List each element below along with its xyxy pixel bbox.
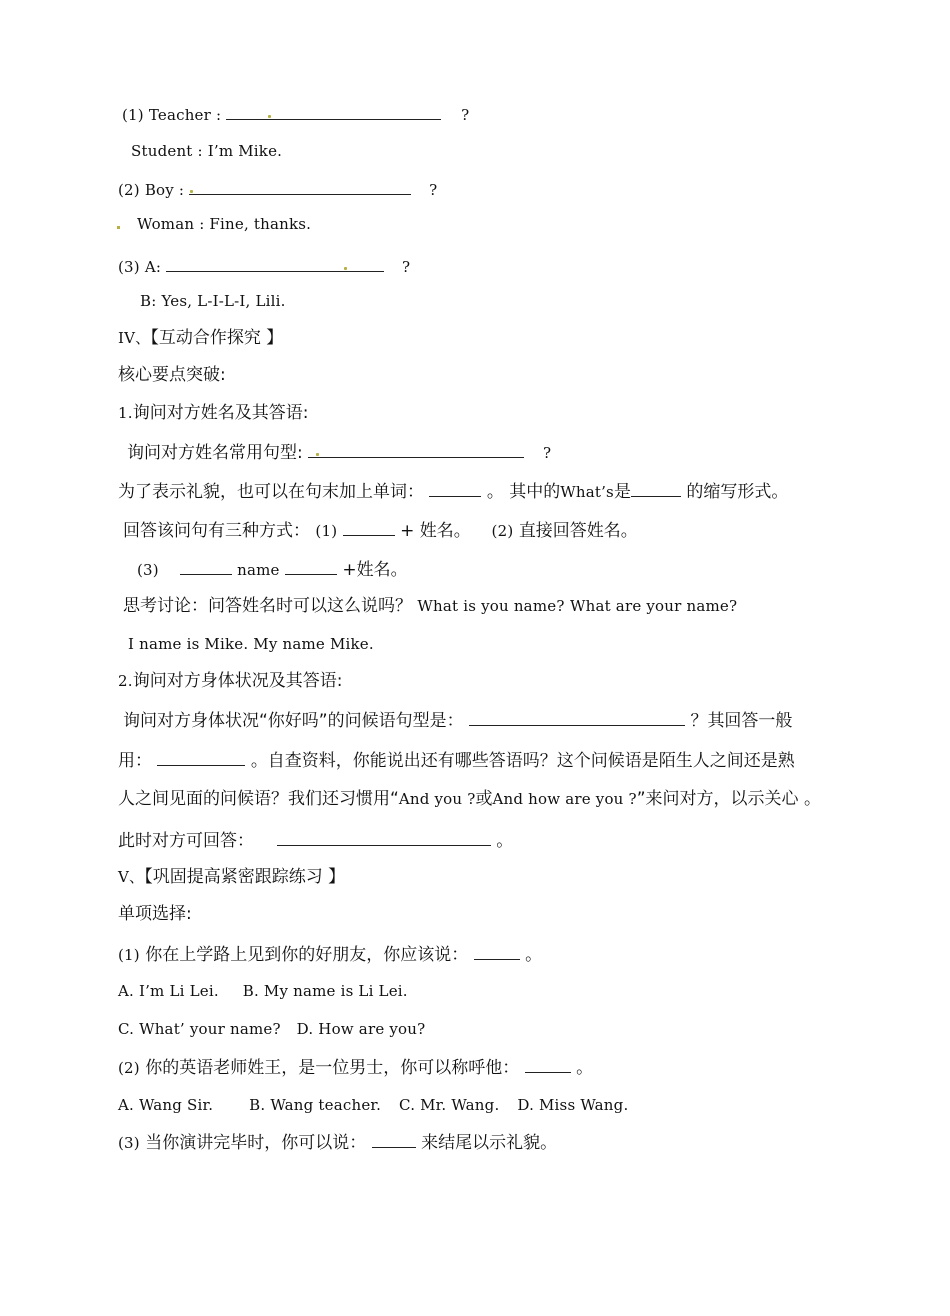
mc3-blank[interactable] [372, 1130, 416, 1148]
point-1-line-2 [118, 479, 788, 503]
mc2-number: (2) [118, 1059, 140, 1077]
q3-number: (3) [118, 258, 140, 276]
q1-answer-blank[interactable] [226, 102, 441, 120]
mc1-options-cd [118, 1018, 425, 1040]
point-1-title: 询问对方姓名及其答语: [132, 403, 309, 423]
answer-way-3-blank-1[interactable] [180, 557, 232, 575]
q1-line-b [131, 140, 282, 162]
q3-speaker-b: B: [140, 292, 157, 310]
greeting-research-text: 。自查资料，你能说出还有哪些答语吗？这个问候语是陌生人之间还是熟 [250, 751, 795, 771]
q1-student-answer: I’m Mike. [207, 142, 283, 160]
q3-answer-name: Lili. [255, 292, 286, 310]
pattern-blank[interactable] [308, 440, 524, 458]
q3-line-b [140, 290, 286, 312]
polite-word-text: 为了表示礼貌，也可以在句末加上单词： [118, 482, 424, 502]
and-how-are-you-phrase: And how are you ? [492, 790, 637, 808]
answer-ways-text: 回答该问句有三种方式： [123, 521, 310, 541]
q3-answer-spelling: L-I-L-I, [197, 292, 251, 310]
mc1-question: 你在上学路上见到你的好朋友，你应该说： [145, 945, 469, 965]
point-2-para-4 [118, 828, 513, 852]
stray-mark [117, 226, 120, 229]
q3-answer-yes: Yes, [161, 292, 193, 310]
think-line-2: I name is Mike. My name Mike. [128, 635, 374, 653]
mc1-option-a[interactable]: A. I’m Li Lei. [118, 982, 219, 1000]
think-question-2: What are your name? [569, 597, 738, 615]
mc2-options [118, 1094, 628, 1116]
mc1-option-c[interactable]: C. What’ your name? [118, 1020, 281, 1038]
think-question-1: What is you name? [417, 597, 565, 615]
think-label: 思考讨论：问答姓名时可以这么说吗？ [123, 596, 412, 616]
reply-end: 。 [496, 831, 514, 851]
section-4-heading [118, 327, 283, 349]
or-text: 或 [475, 789, 493, 809]
answer-way-3-blank-2[interactable] [285, 557, 337, 575]
mc3-question: 当你演讲完毕时，你可以说： [145, 1133, 367, 1153]
q2-number: (2) [118, 181, 140, 199]
contraction-blank[interactable] [631, 479, 681, 497]
q1-speaker-teacher: Teacher : [148, 106, 222, 124]
section-4-title: 【互动合作探究 】 [150, 328, 284, 348]
section-5-subtitle: 单项选择: [118, 904, 192, 924]
answer-way-2-text: 直接回答姓名。 [518, 521, 638, 541]
answer-way-1-text: + 姓名。 [400, 521, 471, 541]
mc1-blank[interactable] [474, 942, 520, 960]
q2-answer-blank[interactable] [189, 177, 411, 195]
q2-speaker-woman: Woman : [136, 215, 205, 233]
mc2-option-d[interactable]: D. Miss Wang. [517, 1096, 629, 1114]
answer-way-1-number: (1) [315, 522, 338, 540]
mc2-option-a[interactable]: A. Wang Sir. [118, 1096, 214, 1114]
answer-way-3-number: (3) [137, 561, 159, 579]
polite-word-text-4: 的缩写形式。 [686, 482, 789, 502]
pattern-question-mark: ? [542, 444, 552, 462]
q2-line-a [118, 177, 437, 201]
point-2-para-1 [123, 708, 792, 732]
greeting-answer-blank[interactable] [157, 748, 245, 766]
point-2-number: 2. [118, 672, 133, 690]
think-line-1 [123, 595, 737, 617]
polite-word-blank[interactable] [429, 479, 481, 497]
q2-woman-answer: Fine, thanks. [209, 215, 312, 233]
q3-answer-blank[interactable] [166, 254, 384, 272]
q2-speaker-boy: Boy : [144, 181, 185, 199]
q3-speaker-a: A: [144, 258, 162, 276]
answer-way-2-number: (2) [491, 522, 514, 540]
answer-way-3-word: name [237, 561, 280, 579]
greeting-question-mark: ？ [690, 711, 708, 731]
mc3-number: (3) [118, 1134, 140, 1152]
and-you-phrase: And you ? [398, 790, 476, 808]
mc1-stem [118, 942, 542, 966]
pattern-label: 询问对方姓名常用句型: [127, 443, 303, 463]
mc2-end: 。 [576, 1058, 594, 1078]
section-5-numeral: V、 [118, 868, 145, 886]
q2-line-b [117, 213, 311, 235]
q2-question-mark: ? [429, 181, 438, 199]
greeting-pattern-text: 询问对方身体状况“你好吗”的问候语句型是： [123, 711, 464, 731]
section-4-numeral: IV、 [118, 329, 151, 347]
point-1-line-4 [137, 557, 408, 581]
mc2-blank[interactable] [525, 1055, 571, 1073]
point-2-title: 询问对方身体状况及其答语: [132, 671, 343, 691]
mc2-option-b[interactable]: B. Wang teacher. [249, 1096, 382, 1114]
q1-number: (1) [122, 106, 144, 124]
mc1-option-d[interactable]: D. How are you? [296, 1020, 426, 1038]
mc3-stem [118, 1130, 557, 1154]
mc1-option-b[interactable]: B. My name is Li Lei. [242, 982, 408, 1000]
point-1-line-1 [127, 440, 551, 464]
q1-question-mark: ? [461, 106, 470, 124]
section-4-subtitle: 核心要点突破: [118, 365, 226, 385]
point-2-para-2 [118, 748, 795, 772]
q3-question-mark: ? [402, 258, 411, 276]
answer-way-3-text: +姓名。 [342, 560, 408, 580]
point-1-number: 1. [118, 404, 133, 422]
whats-word: What’s [560, 483, 614, 501]
q1-line-a [122, 102, 469, 126]
greeting-answer-text: 其回答一般 [707, 711, 793, 731]
point-1-line-3 [123, 518, 638, 542]
mc2-question: 你的英语老师姓王，是一位男士，你可以称呼他： [145, 1058, 520, 1078]
mc1-number: (1) [118, 946, 140, 964]
greeting-pattern-blank[interactable] [469, 708, 685, 726]
point-2-para-3 [118, 788, 821, 810]
point-2-heading [118, 670, 342, 692]
answer-way-1-blank[interactable] [343, 518, 395, 536]
reply-label: 此时对方可回答： [118, 831, 254, 851]
mc3-end: 来结尾以示礼貌。 [421, 1133, 558, 1153]
greeting-habit-text: 人之间见面的问候语？我们还习惯用“ [118, 789, 399, 809]
polite-word-text-3: 是 [613, 482, 631, 502]
section-5-heading [118, 866, 345, 888]
q3-line-a [118, 254, 410, 278]
greeting-care-text: ”来问对方，以示关心 。 [636, 789, 821, 809]
mc1-end: 。 [525, 945, 543, 965]
mc1-options-ab [118, 980, 408, 1002]
q1-speaker-student: Student : [131, 142, 203, 160]
point-1-heading [118, 402, 308, 424]
greeting-use-label: 用： [118, 751, 152, 771]
polite-word-text-2: 。 其中的 [486, 482, 561, 502]
section-5-title: 【巩固提高紧密跟踪练习 】 [144, 867, 346, 887]
reply-blank[interactable] [277, 828, 491, 846]
mc2-stem [118, 1055, 593, 1079]
mc2-option-c[interactable]: C. Mr. Wang. [399, 1096, 500, 1114]
